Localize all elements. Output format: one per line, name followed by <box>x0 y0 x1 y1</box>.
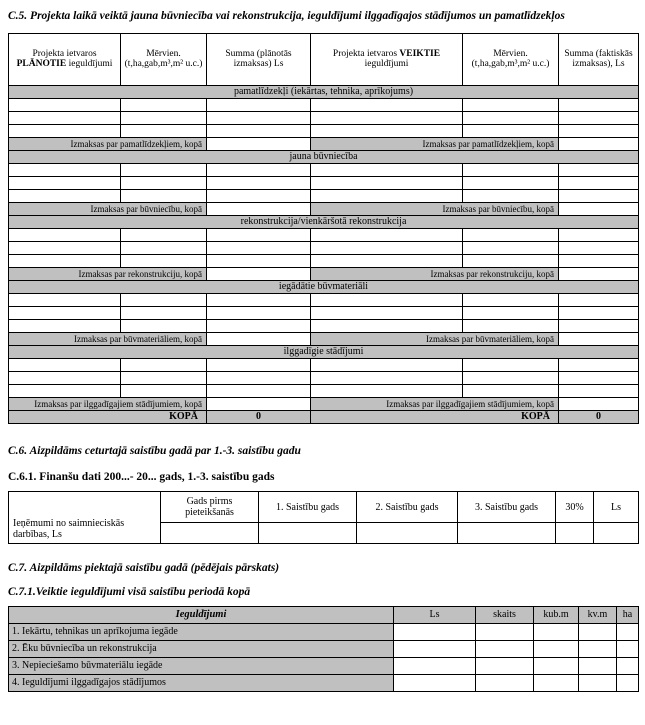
c5-entry-cell[interactable] <box>121 189 207 202</box>
c5-entry-cell[interactable] <box>207 371 311 384</box>
c5-entry-row <box>9 293 639 306</box>
c71-row <box>9 640 639 657</box>
c5-entry-cell[interactable] <box>207 319 311 332</box>
c71-value-cell[interactable] <box>579 657 617 674</box>
c5-entry-cell[interactable] <box>121 124 207 137</box>
c5-entry-cell[interactable] <box>207 98 311 111</box>
c5-subtotal-value-actual[interactable] <box>559 202 639 215</box>
c5-entry-cell[interactable] <box>311 124 463 137</box>
c5-header-actual-post: ieguldījumi <box>364 59 409 70</box>
c5-grand-total-value-actual: 0 <box>559 410 639 423</box>
c5-header-unit-planned: Mērvien. (t,ha,gab,m³,m² u.c.) <box>121 33 207 85</box>
c5-subtotal-label-actual: Izmaksas par ilggadīgajiem stādījumiem, kopā <box>311 397 559 410</box>
c5-subtotal-value-planned[interactable] <box>207 202 311 215</box>
c5-subtotal-row <box>9 397 639 410</box>
c5-entry-cell[interactable] <box>463 189 559 202</box>
c5-entry-cell[interactable] <box>9 111 121 124</box>
c5-entry-cell[interactable] <box>9 306 121 319</box>
c5-entry-cell[interactable] <box>9 358 121 371</box>
c71-value-cell[interactable] <box>394 674 476 691</box>
c5-entry-cell[interactable] <box>9 124 121 137</box>
c71-row-label: 4. Ieguldījumi ilggadīgajos stādījumos <box>9 674 394 691</box>
c5-entry-row <box>9 319 639 332</box>
c5-entry-cell[interactable] <box>311 98 463 111</box>
c61-value-cell[interactable] <box>556 523 594 544</box>
c5-section-title-row <box>9 85 639 98</box>
c5-header-planned-bold: PLĀNOTIE <box>16 59 67 70</box>
c5-entry-cell[interactable] <box>559 254 639 267</box>
c5-entry-row <box>9 358 639 371</box>
c5-header-planned-investments <box>9 33 121 85</box>
c71-row-label: 2. Ēku būvniecība un rekonstrukcija <box>9 640 394 657</box>
c5-entry-cell[interactable] <box>9 254 121 267</box>
c5-entry-cell[interactable] <box>9 176 121 189</box>
c5-entry-cell[interactable] <box>559 319 639 332</box>
c5-entry-row <box>9 176 639 189</box>
c5-entry-row <box>9 228 639 241</box>
c71-row-label: 3. Nepieciešamo būvmateriālu iegāde <box>9 657 394 674</box>
c5-header-sum-actual: Summa (faktiskās izmaksas), Ls <box>559 33 639 85</box>
c5-entry-cell[interactable] <box>121 358 207 371</box>
c71-row-label: 1. Iekārtu, tehnikas un aprīkojuma iegāde <box>9 623 394 640</box>
c71-table <box>8 606 639 692</box>
c5-header-actual-investments <box>311 33 463 85</box>
c5-entry-cell[interactable] <box>311 163 463 176</box>
c5-entry-cell[interactable] <box>207 189 311 202</box>
c71-header-row <box>9 606 639 623</box>
c71-header-kubm: kub.m <box>534 606 579 623</box>
c5-entry-cell[interactable] <box>463 124 559 137</box>
c5-entry-cell[interactable] <box>121 306 207 319</box>
c71-header-skaits: skaits <box>476 606 534 623</box>
c5-entry-cell[interactable] <box>207 358 311 371</box>
c5-entry-row <box>9 98 639 111</box>
c5-entry-cell[interactable] <box>9 228 121 241</box>
c5-entry-cell[interactable] <box>121 371 207 384</box>
c5-grand-total-label-planned: KOPĀ <box>9 410 207 423</box>
section-c7-title: C.7. Aizpildāms piektajā saistību gadā (pēdējais pārskats) <box>8 562 280 575</box>
c5-entry-cell[interactable] <box>311 384 463 397</box>
c5-subtotal-row <box>9 202 639 215</box>
c5-entry-cell[interactable] <box>463 371 559 384</box>
c71-header-ha: ha <box>617 606 639 623</box>
c61-header-year-before: Gads pirms pieteikšanās <box>161 492 259 523</box>
c61-value-cell[interactable] <box>357 523 458 544</box>
c5-grand-total-label-actual: KOPĀ <box>311 410 559 423</box>
c5-entry-cell[interactable] <box>559 98 639 111</box>
c5-entry-cell[interactable] <box>207 241 311 254</box>
c5-entry-cell[interactable] <box>121 319 207 332</box>
c5-entry-cell[interactable] <box>121 228 207 241</box>
c71-value-cell[interactable] <box>534 674 579 691</box>
c71-value-cell[interactable] <box>579 623 617 640</box>
c5-subtotal-row <box>9 332 639 345</box>
c5-header-actual-bold: VEIKTIE <box>399 48 441 59</box>
c5-entry-cell[interactable] <box>311 228 463 241</box>
c5-entry-cell[interactable] <box>463 306 559 319</box>
c5-entry-cell[interactable] <box>121 111 207 124</box>
c71-value-cell[interactable] <box>617 623 639 640</box>
c5-subtotal-value-actual[interactable] <box>559 267 639 280</box>
c5-entry-cell[interactable] <box>559 384 639 397</box>
c5-entry-cell[interactable] <box>559 163 639 176</box>
c61-header-ls: Ls <box>594 492 639 523</box>
c5-header-actual-pre: Projekta ietvaros <box>332 48 398 59</box>
c71-value-cell[interactable] <box>617 640 639 657</box>
c71-value-cell[interactable] <box>476 657 534 674</box>
c5-section-title-row <box>9 280 639 293</box>
c5-entry-row <box>9 111 639 124</box>
c71-header-investments: Ieguldījumi <box>9 606 394 623</box>
c5-entry-cell[interactable] <box>559 293 639 306</box>
c5-subtotal-label-planned: Izmaksas par būvmateriāliem, kopā <box>9 332 207 345</box>
c5-section-title: rekonstrukcija/vienkāršotā rekonstrukcija <box>9 215 639 228</box>
c5-header-planned-pre: Projekta ietvaros <box>32 48 97 59</box>
c5-entry-row <box>9 371 639 384</box>
c71-value-cell[interactable] <box>617 657 639 674</box>
c5-entry-cell[interactable] <box>207 384 311 397</box>
c5-header-sum-planned: Summa (plānotās izmaksas) Ls <box>207 33 311 85</box>
c5-subtotal-value-actual[interactable] <box>559 137 639 150</box>
c5-entry-cell[interactable] <box>121 384 207 397</box>
c71-value-cell[interactable] <box>534 640 579 657</box>
c5-entry-cell[interactable] <box>121 254 207 267</box>
c5-entry-cell[interactable] <box>311 306 463 319</box>
c5-subtotal-value-planned[interactable] <box>207 137 311 150</box>
c5-entry-cell[interactable] <box>463 111 559 124</box>
c71-value-cell[interactable] <box>394 657 476 674</box>
c5-subtotal-label-planned: Izmaksas par rekonstrukciju, kopā <box>9 267 207 280</box>
c5-section-title-row <box>9 345 639 358</box>
c61-value-cell[interactable] <box>161 523 259 544</box>
c71-row <box>9 674 639 691</box>
c71-value-cell[interactable] <box>476 623 534 640</box>
c5-section-title: jauna būvniecība <box>9 150 639 163</box>
c61-row-label: Ieņēmumi no saimnieciskās darbības, Ls <box>9 492 161 544</box>
c5-entry-cell[interactable] <box>559 176 639 189</box>
section-c61-title: C.6.1. Finanšu dati 200...- 20... gads, 1.-3. saistību gads <box>8 470 275 483</box>
c5-entry-cell[interactable] <box>559 306 639 319</box>
section-c6-title: C.6. Aizpildāms ceturtajā saistību gadā par 1.-3. saistību gadu <box>8 444 301 457</box>
c5-entry-cell[interactable] <box>121 293 207 306</box>
c5-section-title: iegādātie būvmateriāli <box>9 280 639 293</box>
c5-entry-cell[interactable] <box>463 319 559 332</box>
c61-value-cell[interactable] <box>594 523 639 544</box>
c61-value-cell[interactable] <box>458 523 556 544</box>
c5-entry-cell[interactable] <box>559 358 639 371</box>
c5-entry-row <box>9 306 639 319</box>
c5-entry-row <box>9 384 639 397</box>
c5-entry-cell[interactable] <box>311 111 463 124</box>
c5-entry-cell[interactable] <box>559 241 639 254</box>
c71-value-cell[interactable] <box>579 640 617 657</box>
c71-value-cell[interactable] <box>476 640 534 657</box>
c5-entry-cell[interactable] <box>559 124 639 137</box>
c5-entry-cell[interactable] <box>463 241 559 254</box>
c5-entry-cell[interactable] <box>311 254 463 267</box>
c5-table <box>8 33 639 424</box>
c5-entry-cell[interactable] <box>463 228 559 241</box>
c5-entry-cell[interactable] <box>207 228 311 241</box>
c61-header-year3: 3. Saistību gads <box>458 492 556 523</box>
c5-entry-cell[interactable] <box>463 358 559 371</box>
c5-entry-cell[interactable] <box>311 189 463 202</box>
c5-subtotal-label-planned: Izmaksas par pamatlīdzekļiem, kopā <box>9 137 207 150</box>
c5-header-row <box>9 33 639 85</box>
c5-entry-cell[interactable] <box>121 241 207 254</box>
c71-row <box>9 623 639 640</box>
c5-subtotal-value-planned[interactable] <box>207 267 311 280</box>
c5-entry-cell[interactable] <box>311 293 463 306</box>
c5-entry-cell[interactable] <box>121 163 207 176</box>
c5-subtotal-row <box>9 137 639 150</box>
c5-subtotal-value-actual[interactable] <box>559 397 639 410</box>
c5-entry-cell[interactable] <box>207 124 311 137</box>
c5-entry-cell[interactable] <box>9 163 121 176</box>
c5-entry-cell[interactable] <box>9 384 121 397</box>
c5-subtotal-label-planned: Izmaksas par būvniecību, kopā <box>9 202 207 215</box>
c5-entry-cell[interactable] <box>463 384 559 397</box>
c5-entry-cell[interactable] <box>9 371 121 384</box>
c5-entry-cell[interactable] <box>207 163 311 176</box>
c5-entry-cell[interactable] <box>121 98 207 111</box>
c5-subtotal-label-planned: Izmaksas par ilggadīgajiem stādījumiem, kopā <box>9 397 207 410</box>
c5-entry-row <box>9 241 639 254</box>
c5-subtotal-value-planned[interactable] <box>207 332 311 345</box>
section-c5-title: C.5. Projekta laikā veiktā jauna būvniecība vai rekonstrukcija, ieguldījumi ilggadīgajos stādījumos un pamatlīdzekļos <box>8 10 565 22</box>
section-c71-title: C.7.1.Veiktie ieguldījumi visā saistību periodā kopā <box>8 586 251 599</box>
c61-header-year2: 2. Saistību gads <box>357 492 458 523</box>
c5-entry-cell[interactable] <box>311 371 463 384</box>
c71-header-kvm: kv.m <box>579 606 617 623</box>
c5-entry-cell[interactable] <box>463 293 559 306</box>
c5-entry-cell[interactable] <box>207 254 311 267</box>
c5-header-unit-actual: Mērvien. (t,ha,gab,m³,m² u.c.) <box>463 33 559 85</box>
c5-entry-cell[interactable] <box>207 111 311 124</box>
c61-header-30pct: 30% <box>556 492 594 523</box>
c5-entry-row <box>9 254 639 267</box>
c5-entry-cell[interactable] <box>9 319 121 332</box>
c5-header-planned-post: ieguldījumi <box>68 59 113 70</box>
c71-value-cell[interactable] <box>579 674 617 691</box>
c61-header-year1: 1. Saistību gads <box>259 492 357 523</box>
c71-value-cell[interactable] <box>534 657 579 674</box>
c5-entry-cell[interactable] <box>463 163 559 176</box>
c71-header-ls: Ls <box>394 606 476 623</box>
c61-value-cell[interactable] <box>259 523 357 544</box>
c5-entry-cell[interactable] <box>311 241 463 254</box>
c5-entry-cell[interactable] <box>559 228 639 241</box>
c5-subtotal-label-actual: Izmaksas par pamatlīdzekļiem, kopā <box>311 137 559 150</box>
c71-value-cell[interactable] <box>476 674 534 691</box>
c5-subtotal-label-actual: Izmaksas par rekonstrukciju, kopā <box>311 267 559 280</box>
c71-value-cell[interactable] <box>394 623 476 640</box>
c71-value-cell[interactable] <box>617 674 639 691</box>
c5-subtotal-value-actual[interactable] <box>559 332 639 345</box>
c5-entry-cell[interactable] <box>207 306 311 319</box>
c5-entry-cell[interactable] <box>559 371 639 384</box>
c5-entry-cell[interactable] <box>207 176 311 189</box>
c5-entry-cell[interactable] <box>207 293 311 306</box>
c5-entry-cell[interactable] <box>311 319 463 332</box>
c71-row <box>9 657 639 674</box>
c61-table <box>8 491 639 544</box>
c5-grand-total-row <box>9 410 639 423</box>
c71-value-cell[interactable] <box>534 623 579 640</box>
c5-entry-cell[interactable] <box>121 176 207 189</box>
c5-section-title: ilggadīgie stādījumi <box>9 345 639 358</box>
c5-subtotal-label-actual: Izmaksas par būvmateriāliem, kopā <box>311 332 559 345</box>
c5-entry-cell[interactable] <box>9 241 121 254</box>
c5-entry-row <box>9 124 639 137</box>
c5-subtotal-label-actual: Izmaksas par būvniecību, kopā <box>311 202 559 215</box>
c5-section-title-row <box>9 150 639 163</box>
c5-entry-cell[interactable] <box>463 98 559 111</box>
c5-entry-cell[interactable] <box>311 176 463 189</box>
c5-entry-cell[interactable] <box>463 176 559 189</box>
c5-section-title: pamatlīdzekļi (iekārtas, tehnika, aprīkojums) <box>9 85 639 98</box>
c61-header-row <box>9 492 639 523</box>
c5-grand-total-value-planned: 0 <box>207 410 311 423</box>
c5-entry-cell[interactable] <box>9 293 121 306</box>
c5-entry-cell[interactable] <box>9 98 121 111</box>
c5-entry-cell[interactable] <box>559 111 639 124</box>
c5-entry-cell[interactable] <box>559 189 639 202</box>
c5-entry-row <box>9 189 639 202</box>
c5-entry-row <box>9 163 639 176</box>
c5-subtotal-value-planned[interactable] <box>207 397 311 410</box>
c5-entry-cell[interactable] <box>9 189 121 202</box>
c5-entry-cell[interactable] <box>463 254 559 267</box>
c5-subtotal-row <box>9 267 639 280</box>
c71-value-cell[interactable] <box>394 640 476 657</box>
c5-section-title-row <box>9 215 639 228</box>
c5-entry-cell[interactable] <box>311 358 463 371</box>
